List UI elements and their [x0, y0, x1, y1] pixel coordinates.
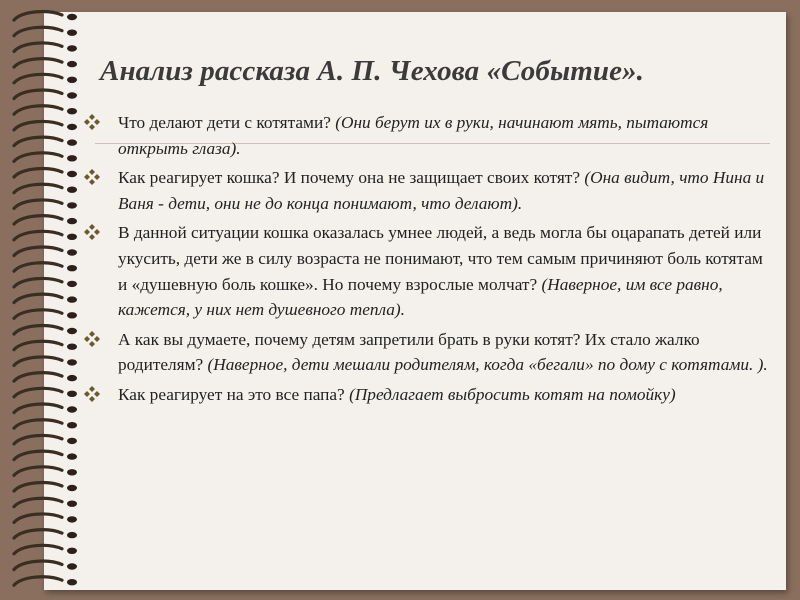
spiral-ring	[14, 184, 62, 192]
spiral-ring	[14, 90, 62, 98]
binding-hole	[67, 516, 77, 522]
spiral-ring	[14, 357, 62, 365]
binding-hole	[67, 281, 77, 287]
binding-hole	[67, 391, 77, 397]
binding-hole	[67, 187, 77, 193]
spiral-ring	[14, 326, 62, 334]
binding-hole	[67, 14, 77, 20]
spiral-ring	[14, 231, 62, 239]
spiral-ring	[14, 530, 62, 538]
list-item	[82, 327, 772, 378]
binding-hole	[67, 139, 77, 145]
spiral-ring	[14, 74, 62, 82]
spiral-ring	[14, 483, 62, 491]
binding-hole	[67, 218, 77, 224]
binding-hole	[67, 312, 77, 318]
spiral-ring	[14, 545, 62, 553]
answer-text: (Они берут их в руки, начинают мять, пытаются открыть глаза).	[118, 113, 709, 158]
spiral-ring	[14, 263, 62, 271]
diamond-bullet-icon	[82, 165, 102, 190]
spiral-ring	[14, 451, 62, 459]
binding-hole	[67, 422, 77, 428]
list-item	[82, 220, 772, 322]
answer-text: (Наверное, им все равно, кажется, у них нет душевного тепла).	[118, 274, 723, 320]
binding-hole	[67, 265, 77, 271]
binding-hole	[67, 45, 77, 51]
spiral-ring	[14, 577, 62, 585]
spiral-ring	[14, 106, 62, 114]
spiral-ring	[14, 420, 62, 428]
answer-text: (Предлагает выбросить котят на помойку)	[349, 384, 676, 404]
diamond-bullet-icon	[82, 327, 102, 352]
binding-hole	[67, 579, 77, 585]
binding-hole	[67, 92, 77, 98]
list-item	[82, 110, 772, 161]
binding-hole	[67, 234, 77, 240]
spiral-ring	[14, 12, 62, 20]
binding-hole	[67, 77, 77, 83]
spiral-ring	[14, 404, 62, 412]
binding-hole	[67, 485, 77, 491]
binding-hole	[67, 344, 77, 350]
question-text: В данной ситуации кошка оказалась умнее людей, а ведь могла бы оцарапать детей или укусить, дети же в силу возраста не понимают, что тем самым причиняют боль котятам и «душевную боль кошке». Но почему взрослые молчат?	[118, 223, 763, 294]
question-text: Как реагирует на это все папа?	[118, 384, 350, 404]
question-list	[82, 110, 772, 412]
spiral-ring	[14, 137, 62, 145]
question-text: Что делают дети с котятами?	[118, 113, 336, 132]
spiral-ring	[14, 278, 62, 286]
question-text: Как реагирует кошка? И почему она не защищает своих котят?	[118, 168, 585, 188]
spiral-ring	[14, 498, 62, 506]
answer-text: (Наверное, дети мешали родителям, когда «бегали» по дому с котятами. ).	[207, 355, 768, 375]
spiral-ring	[14, 59, 62, 67]
binding-hole	[67, 155, 77, 161]
binding-hole	[67, 548, 77, 554]
diamond-bullet-icon	[82, 382, 102, 407]
binding-hole	[67, 124, 77, 130]
spiral-ring	[14, 435, 62, 443]
binding-hole	[67, 171, 77, 177]
binding-hole	[67, 61, 77, 67]
binding-hole	[67, 532, 77, 538]
spiral-ring	[14, 310, 62, 318]
spiral-ring	[14, 169, 62, 177]
list-item	[82, 165, 772, 216]
binding-hole	[67, 249, 77, 255]
binding-hole	[67, 563, 77, 569]
spiral-ring	[14, 121, 62, 129]
spiral-ring	[14, 43, 62, 51]
spiral-ring	[14, 373, 62, 381]
diamond-bullet-icon	[82, 220, 102, 245]
answer-text: (Она видит, что Нина и Ваня - дети, они не до конца понимают, что делают).	[118, 168, 765, 213]
question-text: А как вы думаете, почему детям запретили брать в руки котят? Их стало жалко родителям?	[118, 329, 700, 375]
diamond-bullet-icon	[82, 110, 102, 135]
binding-hole	[67, 406, 77, 412]
binding-hole	[67, 296, 77, 302]
spiral-ring	[14, 27, 62, 35]
binding-hole	[67, 30, 77, 36]
spiral-ring	[14, 467, 62, 475]
binding-hole	[67, 359, 77, 365]
binding-hole	[67, 453, 77, 459]
binding-hole	[67, 501, 77, 507]
list-item	[82, 382, 772, 408]
spiral-ring	[14, 153, 62, 161]
slide-title: Анализ рассказа А. П. Чехова «Событие».	[100, 55, 645, 87]
spiral-ring	[14, 388, 62, 396]
binding-hole	[67, 202, 77, 208]
binding-hole	[67, 328, 77, 334]
binding-hole	[67, 108, 77, 114]
spiral-ring	[14, 341, 62, 349]
binding-hole	[67, 375, 77, 381]
spiral-ring	[14, 514, 62, 522]
spiral-ring	[14, 247, 62, 255]
binding-hole	[67, 438, 77, 444]
spiral-ring	[14, 216, 62, 224]
spiral-ring	[14, 561, 62, 569]
spiral-ring	[14, 294, 62, 302]
binding-hole	[67, 469, 77, 475]
spiral-ring	[14, 200, 62, 208]
